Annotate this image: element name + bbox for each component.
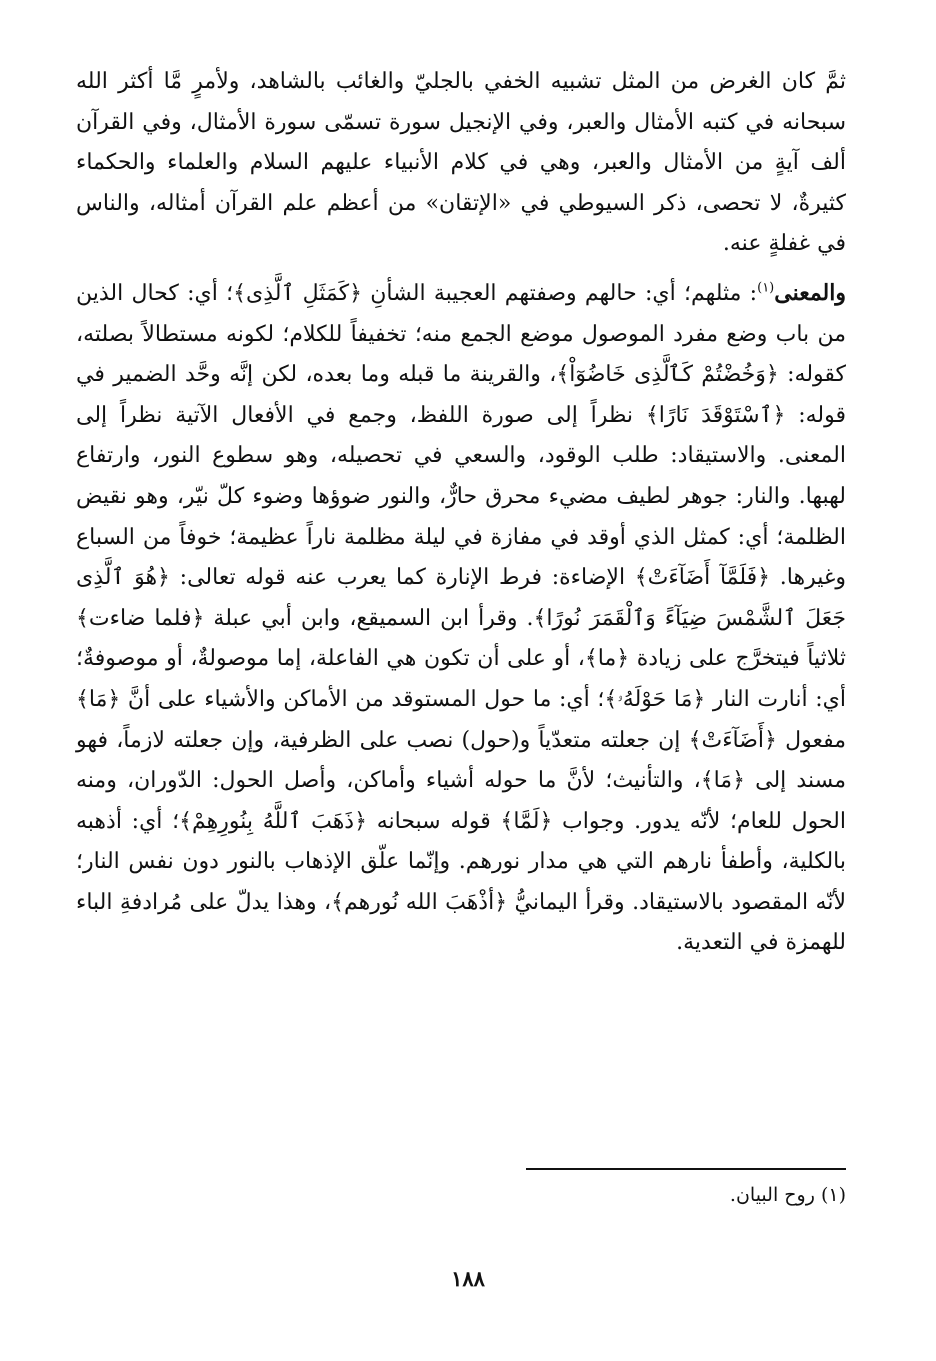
footnote-separator (526, 1168, 846, 1170)
footnote-reference[interactable]: (١) (757, 280, 775, 296)
footnote (346, 1180, 846, 1210)
footnote-number: (١) (820, 1184, 846, 1206)
lead-word: والمعنى (774, 279, 846, 306)
paragraph-2 (76, 273, 846, 964)
paragraph-1: ثمَّ كان الغرض من المثل تشبيه الخفي بالجليّ والغائب بالشاهد، ولأمرٍ مَّا أكثر الله سبحانه في كتبه الأمثال والعبر، وفي الإنجيل سورة تسمّى سورة الأمثال، وفي القرآن ألف آيةٍ من الأمثال والعبر، وهي في كلام الأنبياء عليهم السلام والعلماء والحكماء كثيرةٌ، لا تحصى، ذكر السيوطي في «الإتقان» من أعظم علم القرآن أمثاله، والناس في غفلةٍ عنه. (76, 69, 846, 257)
page-number: ١٨٨ (451, 1266, 485, 1291)
footnote-text: روح البيان. (729, 1184, 815, 1206)
main-text (76, 62, 846, 972)
paragraph-2-body: : مثلهم؛ أي: حالهم وصفتهم العجيبة الشأنِ ﴿كَمَثَلِ ٱلَّذِى﴾؛ أي: كحال الذين من باب وضع مفرد الموصول موضع الجمع منه؛ تخفيفاً للكلام؛ لكونه مستطالاً بصلته، كقوله: ﴿وَخُضْتُمْ كَٱلَّذِى خَاضُوٓاْ﴾، والقرينة ما قبله وما بعده، لكن إنَّه وحَّد الضمير في قوله: ﴿ٱسْتَوْقَدَ نَارًا﴾ نظراً إلى صورة اللفظ، وجمع في الأفعال الآتية نظراً إلى المعنى. والاستيقاد: طلب الوقود، والسعي في تحصيله، وهو سطوع النور، وارتفاع لهبها. والنار: جوهر لطيف مضيء محرق حارٌّ، والنور ضوؤها وضوء كلّ نيّر، وهو نقيض الظلمة؛ أي: كمثل الذي أوقد في مفازة في ليلة مظلمة ناراً عظيمة؛ خوفاً من السباع وغيرها. ﴿فَلَمَّآ أَضَآءَتْ﴾ الإضاءة: فرط الإنارة كما يعرب عنه قوله تعالى: ﴿هُوَ ٱلَّذِى جَعَلَ ٱلشَّمْسَ ضِيَآءً وَٱلْقَمَرَ نُورًا﴾. وقرأ ابن السميقع، وابن أبي عبلة ﴿فلما ضاءت﴾ ثلاثياً فيتخرَّج على زيادة ﴿ما﴾، أو على أن تكون هي الفاعلة، إما موصولةٌ، أو موصوفةٌ؛ أي: أنارت النار ﴿مَا حَوْلَهُۥ﴾؛ أي: ما حول المستوقد من الأماكن والأشياء على أنَّ ﴿مَا﴾ مفعول ﴿أَضَآءَتْ﴾ إن جعلته متعدّياً و(حول) نصب على الظرفية، وإن جعلته لازماً، فهو مسند إلى ﴿مَا﴾، والتأنيث؛ لأنَّ ما حوله أشياء وأماكن، وأصل الحول: الدّوران، ومنه الحول للعام؛ لأنّه يدور. وجواب ﴿لَمَّا﴾ قوله سبحانه ﴿ذَهَبَ ٱللَّهُ بِنُورِهِمْ﴾؛ أي: أذهبه بالكلية، وأطفأ نارهم التي هي مدار نورهم. وإنّما علّق الإذهاب بالنور دون نفس النار؛ لأنّه المقصود بالاستيقاد. وقرأ اليمانيُّ ﴿أذْهَبَ الله نُورهم﴾، وهذا يدلّ على مُرادفةِ الباء للهمزة في التعدية. (76, 280, 846, 956)
